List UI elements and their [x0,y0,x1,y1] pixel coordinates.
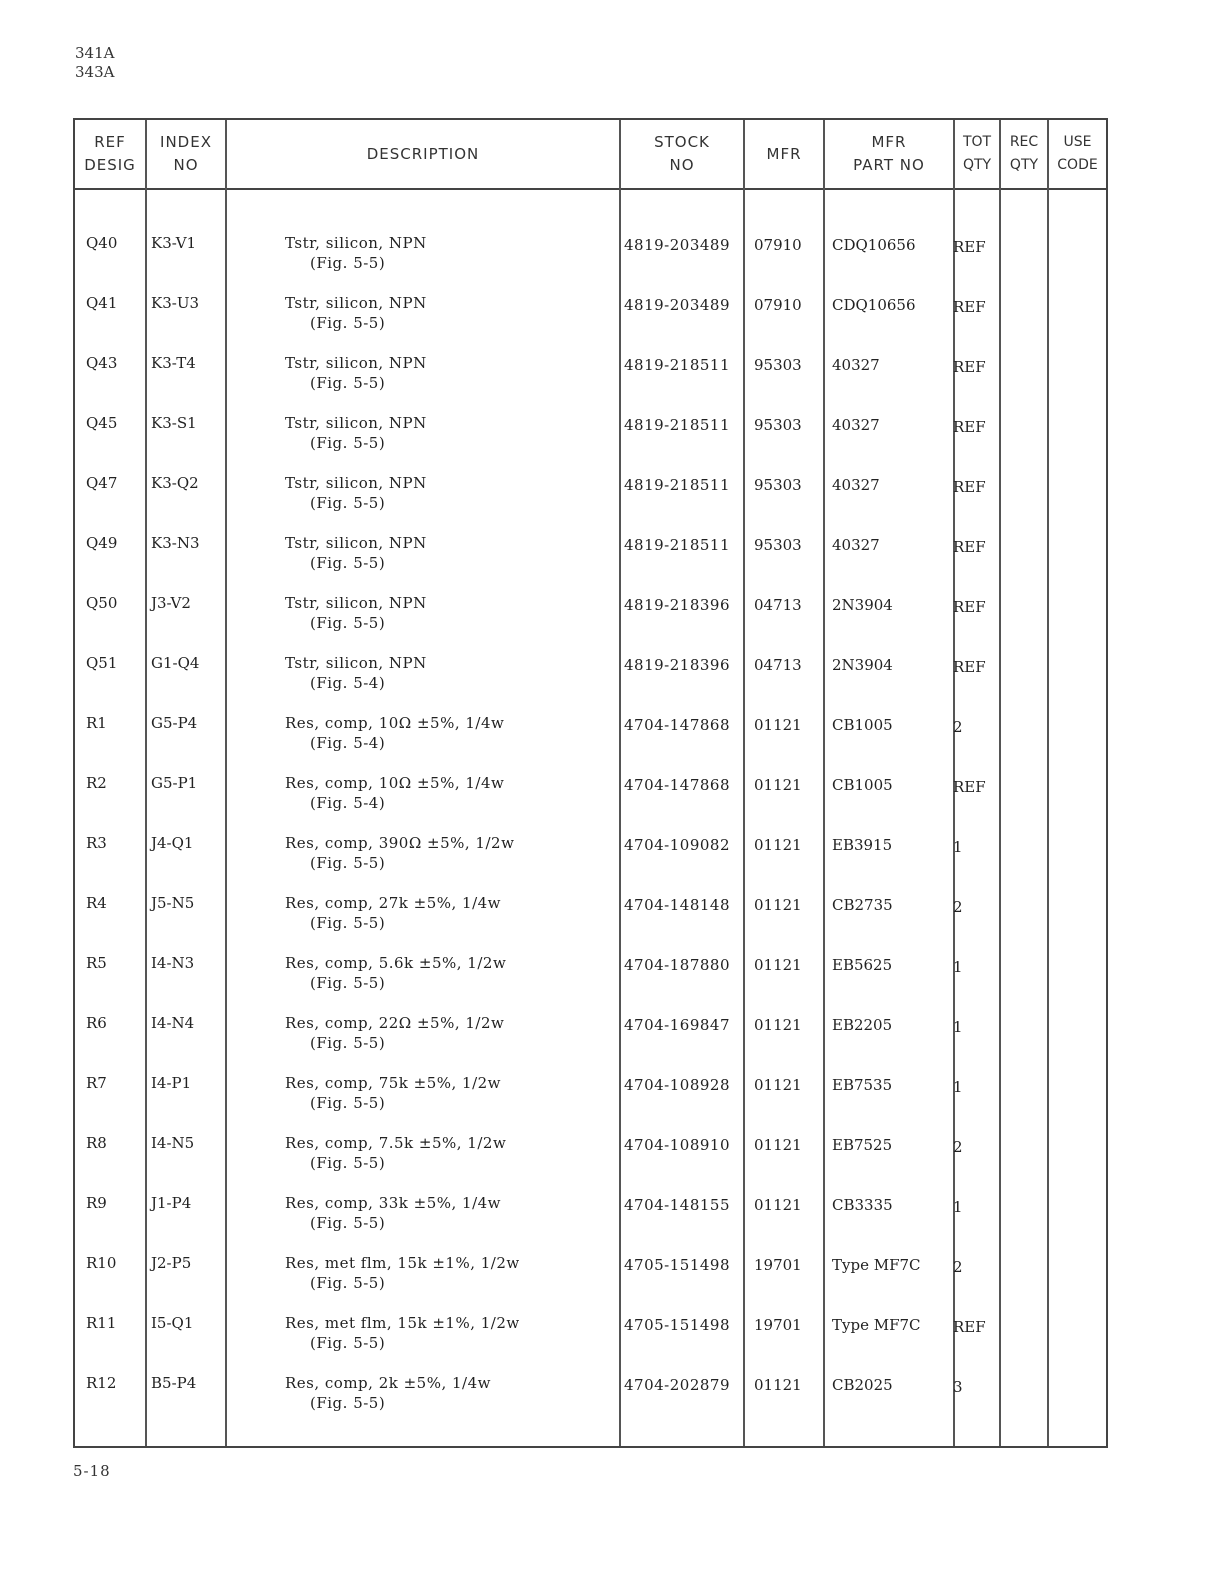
index-no: G5-P1 [151,774,198,792]
index-no: K3-T4 [151,354,196,372]
ref-desig: Q40 [86,234,118,252]
index-no: I4-N4 [151,1014,195,1032]
header-ref-desig: REF DESIG [84,133,136,174]
table-row [75,490,1106,572]
table-row [75,430,1106,512]
parts-list-table [73,118,1108,1448]
figure-ref: (Fig. 5-5) [310,254,386,272]
figure-ref: (Fig. 5-5) [310,1274,386,1292]
tot-qty: REF [953,778,986,796]
mfr: 01121 [754,1376,802,1394]
stock-no: 4704-202879 [624,1376,731,1394]
mfr: 04713 [754,656,802,674]
index-no: G1-Q4 [151,654,200,672]
description: Res, comp, 5.6k ±5%, 1/2w [285,954,507,972]
ref-desig: Q51 [86,654,118,672]
ref-desig: R8 [86,1134,107,1152]
tot-qty: REF [953,298,986,316]
stock-no: 4819-203489 [624,296,731,314]
mfr-part-no: Type MF7C [832,1256,921,1274]
description: Res, comp, 10Ω ±5%, 1/4w [285,714,505,732]
index-no: K3-U3 [151,294,200,312]
tot-qty: REF [953,538,986,556]
mfr-part-no: EB7535 [832,1076,893,1094]
tot-qty: 1 [953,958,963,976]
table-header [75,120,1106,190]
mfr-part-no: CDQ10656 [832,296,916,314]
figure-ref: (Fig. 5-5) [310,914,386,932]
ref-desig: R9 [86,1194,107,1212]
index-no: I4-P1 [151,1074,192,1092]
mfr-part-no: 2N3904 [832,596,893,614]
mfr-part-no: 40327 [832,416,880,434]
tot-qty: 2 [953,1138,963,1156]
description: Tstr, silicon, NPN [285,294,427,312]
table-row [75,550,1106,632]
index-no: I4-N5 [151,1134,195,1152]
index-no: K3-N3 [151,534,200,552]
mfr-part-no: 40327 [832,536,880,554]
figure-ref: (Fig. 5-5) [310,554,386,572]
index-no: J4-Q1 [151,834,194,852]
mfr-part-no: CB1005 [832,776,893,794]
description: Tstr, silicon, NPN [285,654,427,672]
mfr-part-no: CB2025 [832,1376,893,1394]
table-row [75,850,1106,932]
table-row [75,1090,1106,1172]
tot-qty: REF [953,598,986,616]
stock-no: 4704-148155 [624,1196,731,1214]
table-row [75,1210,1106,1292]
mfr: 01121 [754,896,802,914]
figure-ref: (Fig. 5-5) [310,854,386,872]
stock-no: 4704-148148 [624,896,731,914]
ref-desig: R12 [86,1374,117,1392]
header-description: DESCRIPTION [366,144,480,163]
stock-no: 4704-108928 [624,1076,731,1094]
figure-ref: (Fig. 5-5) [310,1334,386,1352]
stock-no: 4704-147868 [624,776,731,794]
stock-no: 4819-218511 [624,416,731,434]
mfr: 01121 [754,1076,802,1094]
mfr: 01121 [754,716,802,734]
ref-desig: Q49 [86,534,118,552]
mfr-part-no: CB1005 [832,716,893,734]
ref-desig: R1 [86,714,107,732]
figure-ref: (Fig. 5-5) [310,314,386,332]
description: Res, met flm, 15k ±1%, 1/2w [285,1254,520,1272]
table-row [75,970,1106,1052]
table-row [75,370,1106,452]
index-no: B5-P4 [151,1374,197,1392]
table-row [75,1270,1106,1352]
mfr-part-no: CDQ10656 [832,236,916,254]
figure-ref: (Fig. 5-5) [310,1094,386,1112]
mfr: 01121 [754,1136,802,1154]
ref-desig: R5 [86,954,107,972]
mfr-part-no: EB5625 [832,956,893,974]
description: Res, comp, 27k ±5%, 1/4w [285,894,502,912]
mfr-part-no: 2N3904 [832,656,893,674]
stock-no: 4819-218511 [624,356,731,374]
mfr: 01121 [754,956,802,974]
figure-ref: (Fig. 5-5) [310,1034,386,1052]
description: Res, comp, 2k ±5%, 1/4w [285,1374,491,1392]
index-no: J2-P5 [151,1254,192,1272]
tot-qty: 2 [953,898,963,916]
header-index-no: INDEX NO [160,133,212,174]
mfr: 95303 [754,476,802,494]
page-number: 5-18 [73,1462,111,1480]
header-mfr: MFR [766,144,802,163]
figure-ref: (Fig. 5-5) [310,434,386,452]
tot-qty: 1 [953,1018,963,1036]
mfr: 07910 [754,296,802,314]
stock-no: 4819-218511 [624,536,731,554]
tot-qty: 3 [953,1378,963,1396]
stock-no: 4819-203489 [624,236,731,254]
ref-desig: R7 [86,1074,107,1092]
description: Res, comp, 33k ±5%, 1/4w [285,1194,502,1212]
stock-no: 4705-151498 [624,1256,731,1274]
stock-no: 4819-218396 [624,656,731,674]
tot-qty: REF [953,358,986,376]
index-no: K3-V1 [151,234,197,252]
figure-ref: (Fig. 5-5) [310,1154,386,1172]
description: Res, comp, 390Ω ±5%, 1/2w [285,834,515,852]
tot-qty: 2 [953,718,963,736]
header-use-code: USE CODE [1057,134,1098,173]
mfr-part-no: CB3335 [832,1196,893,1214]
mfr-part-no: 40327 [832,476,880,494]
index-no: I5-Q1 [151,1314,194,1332]
table-row [75,610,1106,692]
description: Res, comp, 10Ω ±5%, 1/4w [285,774,505,792]
ref-desig: Q50 [86,594,118,612]
table-row [75,310,1106,392]
table-row [75,1030,1106,1112]
index-no: G5-P4 [151,714,198,732]
tot-qty: 1 [953,838,963,856]
figure-ref: (Fig. 5-5) [310,614,386,632]
figure-ref: (Fig. 5-4) [310,674,386,692]
description: Tstr, silicon, NPN [285,474,427,492]
mfr-part-no: EB2205 [832,1016,893,1034]
description: Tstr, silicon, NPN [285,534,427,552]
description: Tstr, silicon, NPN [285,594,427,612]
stock-no: 4704-169847 [624,1016,731,1034]
description: Res, comp, 75k ±5%, 1/2w [285,1074,502,1092]
ref-desig: Q43 [86,354,118,372]
mfr: 95303 [754,356,802,374]
figure-ref: (Fig. 5-5) [310,1214,386,1232]
mfr-part-no: EB3915 [832,836,893,854]
figure-ref: (Fig. 5-4) [310,794,386,812]
mfr: 95303 [754,536,802,554]
header-rec-qty: REC QTY [1009,134,1039,173]
index-no: J5-N5 [151,894,195,912]
ref-desig: R11 [86,1314,117,1332]
tot-qty: REF [953,238,986,256]
ref-desig: Q47 [86,474,118,492]
figure-ref: (Fig. 5-5) [310,974,386,992]
stock-no: 4705-151498 [624,1316,731,1334]
mfr: 19701 [754,1256,802,1274]
tot-qty: 1 [953,1198,963,1216]
table-row [75,190,1106,272]
mfr-part-no: CB2735 [832,896,893,914]
index-no: I4-N3 [151,954,195,972]
description: Tstr, silicon, NPN [285,414,427,432]
index-no: J3-V2 [151,594,191,612]
tot-qty: REF [953,418,986,436]
table-row [75,670,1106,752]
stock-no: 4704-108910 [624,1136,731,1154]
ref-desig: R3 [86,834,107,852]
mfr: 95303 [754,416,802,434]
description: Res, met flm, 15k ±1%, 1/2w [285,1314,520,1332]
ref-desig: Q41 [86,294,118,312]
tot-qty: REF [953,658,986,676]
table-row [75,790,1106,872]
header-stock-no: STOCK NO [654,133,710,174]
mfr-part-no: EB7525 [832,1136,893,1154]
mfr: 01121 [754,1196,802,1214]
mfr: 01121 [754,776,802,794]
stock-no: 4704-187880 [624,956,731,974]
mfr-part-no: Type MF7C [832,1316,921,1334]
description: Res, comp, 7.5k ±5%, 1/2w [285,1134,507,1152]
stock-no: 4704-109082 [624,836,731,854]
ref-desig: R4 [86,894,107,912]
stock-no: 4819-218511 [624,476,731,494]
figure-ref: (Fig. 5-5) [310,494,386,512]
mfr: 04713 [754,596,802,614]
figure-ref: (Fig. 5-5) [310,1394,386,1412]
table-row [75,730,1106,812]
description: Res, comp, 22Ω ±5%, 1/2w [285,1014,505,1032]
mfr-part-no: 40327 [832,356,880,374]
header-tot-qty: TOT QTY [962,134,992,173]
mfr: 01121 [754,836,802,854]
stock-no: 4704-147868 [624,716,731,734]
ref-desig: R6 [86,1014,107,1032]
figure-ref: (Fig. 5-4) [310,734,386,752]
index-no: J1-P4 [151,1194,192,1212]
tot-qty: 1 [953,1078,963,1096]
figure-ref: (Fig. 5-5) [310,374,386,392]
model-number-341a: 341A [75,44,115,62]
index-no: K3-Q2 [151,474,199,492]
table-row [75,1330,1106,1412]
table-row [75,250,1106,332]
tot-qty: REF [953,478,986,496]
ref-desig: Q45 [86,414,118,432]
index-no: K3-S1 [151,414,197,432]
ref-desig: R2 [86,774,107,792]
ref-desig: R10 [86,1254,117,1272]
tot-qty: REF [953,1318,986,1336]
model-number-343a: 343A [75,63,115,81]
mfr: 19701 [754,1316,802,1334]
description: Tstr, silicon, NPN [285,354,427,372]
stock-no: 4819-218396 [624,596,731,614]
table-row [75,910,1106,992]
mfr: 07910 [754,236,802,254]
description: Tstr, silicon, NPN [285,234,427,252]
header-mfr-part-no: MFR PART NO [853,133,925,174]
tot-qty: 2 [953,1258,963,1276]
table-row [75,1150,1106,1232]
mfr: 01121 [754,1016,802,1034]
